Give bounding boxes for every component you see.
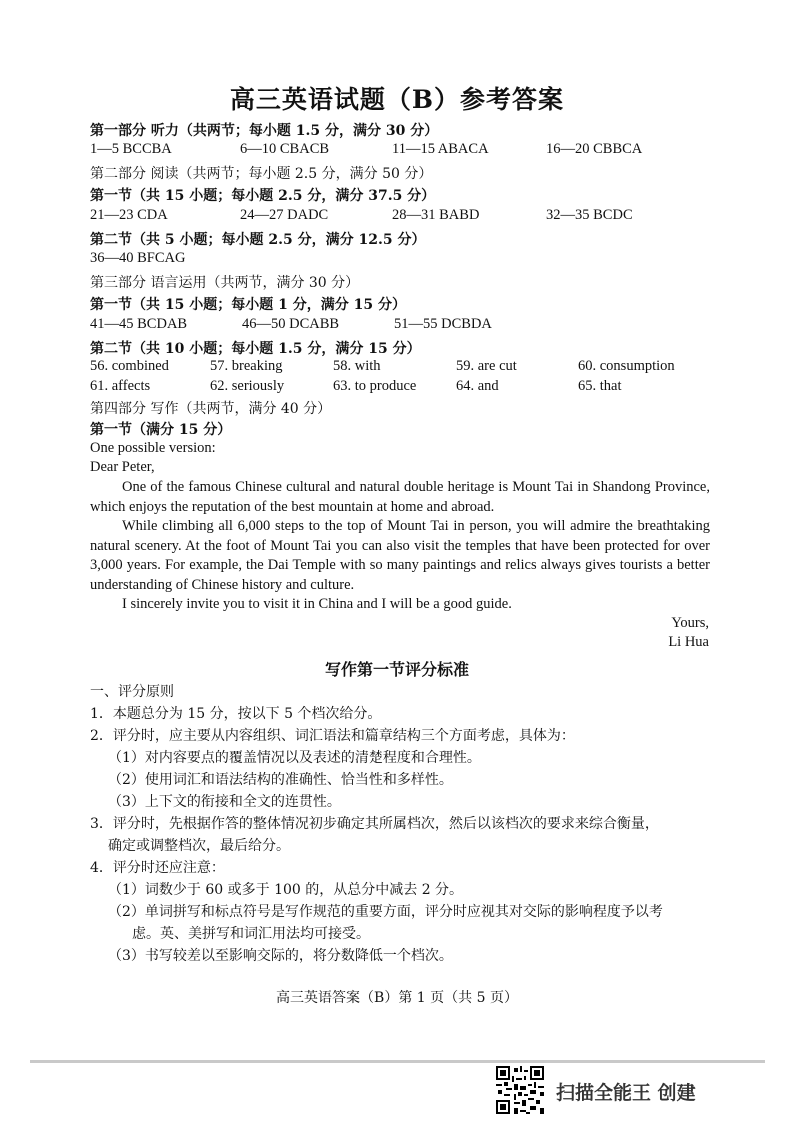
- criteria-line-4-3: （3）书写较差以至影响交际的，将分数降低一个档次。: [108, 948, 453, 964]
- criteria-line-2: 2．评分时，应主要从内容组织、词汇语法和篇章结构三个方面考虑，具体为：: [90, 728, 575, 744]
- letter-paragraph-1: One of the famous Chinese cultural and natural double heritage is Mount Tai in Shandong Province, which enjoys the reputation of the best mountain at home and abroad.: [90, 479, 710, 515]
- answer-21-23: 21—23 CDA: [90, 207, 168, 223]
- criteria-line-2-1: （1）对内容要点的覆盖情况以及表述的清楚程度和合理性。: [108, 750, 481, 766]
- letter-paragraph-2: While climbing all 6,000 steps to the top of Mount Tai in person, you will admire the breathtaking natural scenery. At the foot of Mount Tai you can also visit the temples that have been protected for over 3,000 years. For example, the Dai Temple with so many paintings and relics always gives tourists a better understanding of Chinese history and culture.: [90, 518, 710, 593]
- letter-paragraph-3: I sincerely invite you to visit it in China and I will be a good guide.: [122, 596, 512, 612]
- answer-46-50: 46—50 DCABB: [242, 316, 340, 332]
- answer-1-5: 1—5 BCCBA: [90, 141, 172, 157]
- answer-63: 63. to produce: [333, 378, 417, 394]
- answer-32-35: 32—35 BCDC: [546, 207, 633, 223]
- part3-sec2-heading: 第二节（共 10 小题；每小题 1.5 分，满分 15 分）: [90, 341, 421, 357]
- answer-59: 59. are cut: [456, 358, 517, 374]
- criteria-line-4-2: （2）单词拼写和标点符号是写作规范的重要方面，评分时应视其对交际的影响程度予以考: [108, 904, 663, 920]
- part2-sec2-heading: 第二节（共 5 小题；每小题 2.5 分，满分 12.5 分）: [90, 232, 426, 248]
- answer-65: 65. that: [578, 378, 622, 394]
- letter-closing: Yours,: [671, 615, 709, 631]
- part4-sec1-heading: 第一节（满分 15 分）: [90, 422, 232, 438]
- version-label: One possible version:: [90, 440, 216, 456]
- page-title: 高三英语试题（B）参考答案: [229, 85, 565, 114]
- answer-58: 58. with: [333, 358, 381, 374]
- criteria-line-3: 3．评分时，先根据作答的整体情况初步确定其所属档次，然后以该档次的要求来综合衡量，: [90, 816, 659, 832]
- part3-sec1-heading: 第一节（共 15 小题；每小题 1 分，满分 15 分）: [90, 297, 406, 313]
- answer-57: 57. breaking: [210, 358, 283, 374]
- criteria-line-4: 4．评分时还应注意：: [90, 860, 225, 876]
- criteria-title: 写作第一节评分标准: [324, 660, 469, 679]
- criteria-principle-heading: 一、评分原则: [90, 684, 174, 700]
- answer-11-15: 11—15 ABACA: [392, 141, 489, 157]
- criteria-line-4-2-cont: 虑。英、美拼写和词汇用法均可接受。: [132, 926, 370, 942]
- criteria-line-3-cont: 确定或调整档次，最后给分。: [108, 838, 290, 854]
- part1-heading: 第一部分 听力（共两节；每小题 1.5 分，满分 30 分）: [90, 123, 439, 139]
- letter-signature: Li Hua: [668, 634, 709, 650]
- qr-code-icon: [496, 1066, 544, 1114]
- answer-6-10: 6—10 CBACB: [240, 141, 330, 157]
- criteria-line-2-3: （3）上下文的衔接和全文的连贯性。: [108, 794, 341, 810]
- answer-56: 56. combined: [90, 358, 169, 374]
- answer-64: 64. and: [456, 378, 499, 394]
- bottom-divider: [30, 1060, 765, 1063]
- answer-51-55: 51—55 DCBDA: [394, 316, 492, 332]
- answer-62: 62. seriously: [210, 378, 285, 394]
- answer-41-45: 41—45 BCDAB: [90, 316, 188, 332]
- answer-24-27: 24—27 DADC: [240, 207, 329, 223]
- answer-28-31: 28—31 BABD: [392, 207, 480, 223]
- part2-heading: 第二部分 阅读（共两节；每小题 2.5 分，满分 50 分）: [90, 166, 433, 182]
- answer-16-20: 16—20 CBBCA: [546, 141, 643, 157]
- answer-61: 61. affects: [90, 378, 151, 394]
- criteria-line-2-2: （2）使用词汇和语法结构的准确性、恰当性和多样性。: [108, 772, 453, 788]
- page-footer: 高三英语答案（B）第 1 页（共 5 页）: [276, 990, 518, 1006]
- part4-heading: 第四部分 写作（共两节，满分 40 分）: [90, 401, 332, 417]
- watermark-text: 扫描全能王 创建: [556, 1082, 696, 1104]
- answer-60: 60. consumption: [578, 358, 675, 374]
- letter-greeting: Dear Peter,: [90, 459, 155, 475]
- criteria-line-4-1: （1）词数少于 60 或多于 100 的，从总分中减去 2 分。: [108, 882, 464, 898]
- answer-36-40: 36—40 BFCAG: [90, 250, 186, 266]
- part2-sec1-heading: 第一节（共 15 小题；每小题 2.5 分，满分 37.5 分）: [90, 188, 436, 204]
- criteria-line-1: 1．本题总分为 15 分，按以下 5 个档次给分。: [90, 706, 382, 722]
- part3-heading: 第三部分 语言运用（共两节，满分 30 分）: [90, 275, 360, 291]
